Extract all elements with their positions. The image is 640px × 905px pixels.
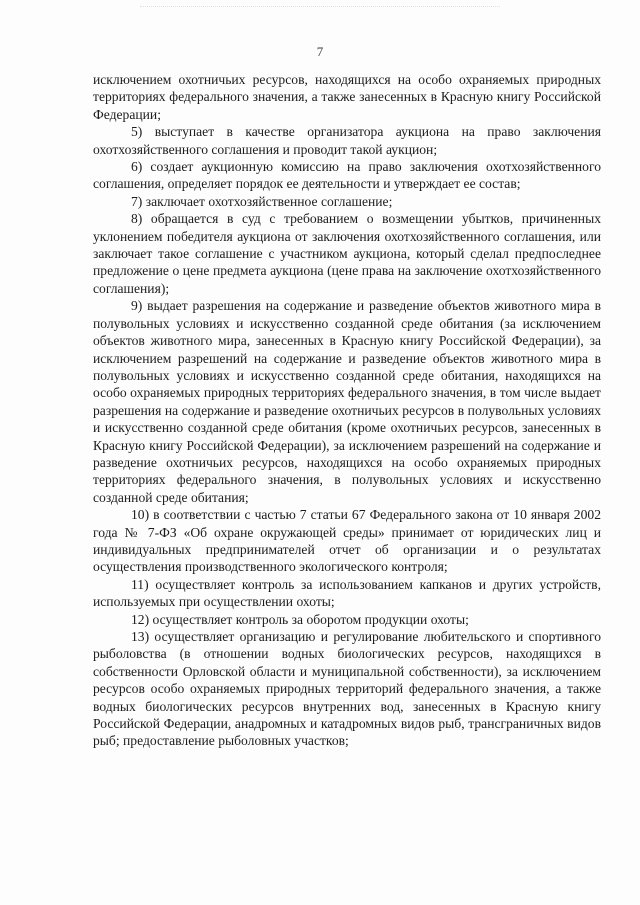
paragraph-item-7: 7) заключает охотхозяйственное соглашение; [131, 193, 393, 209]
paragraph-item-9: 9) выдает разрешения на содержание и разведение объектов животного мира в полувольных условиях и искусственно созданной среде обитания (за исключением объектов животного мира, занесенных в Красную книгу Российской Федерации), за исключением разрешений на содержание и разведение объектов животного мира в полувольных условиях и искусственно созданной среде обитания, находящихся на особо охраняемых природных территориях федерального значения, в том числе выдает разрешения на содержание и разведение охотничьих ресурсов в полувольных условиях и искусственно созданной среде обитания (кроме охотничьих ресурсов, занесенных в Красную книгу Российской Федерации), за исключением разрешений на содержание и разведение охотничьих ресурсов, находящихся на особо охраняемых природных территориях федерального значения, в полувольных условиях и искусственно созданной среде обитания; [93, 298, 601, 505]
paragraph-item-8: 8) обращается в суд с требованием о возмещении убытков, причиненных уклонением победителя аукциона от заключения охотхозяйственного соглашения, или заключает такое соглашение с участником аукциона, который сделал предпоследнее предложение о цене предмета аукциона (цене права на заключение охотхозяйственного соглашения); [93, 211, 601, 296]
paragraph-item-13: 13) осуществляет организацию и регулирование любительского и спортивного рыболовства (в отношении водных биологических ресурсов, находящихся в собственности Орловской области и муниципальной собственности), за исключением ресурсов особо охраняемых природных территорий федерального значения, а также водных биологических ресурсов внутренних вод, занесенных в Красную книгу Российской Федерации, анадромных и катадромных видов рыб, трансграничных видов рыб; предоставление рыболовных участков; [93, 629, 601, 749]
scan-artifact [140, 6, 500, 15]
paragraph-item-6: 6) создает аукционную комиссию на право заключения охотхозяйственного соглашения, определяет порядок ее деятельности и утверждает ее состав; [93, 159, 601, 192]
paragraph-item-10: 10) в соответствии с частью 7 статьи 67 Федерального закона от 10 января 2002 года № 7-ФЗ «Об охране окружающей среды» принимает от юридических лиц и индивидуальных предпринимателей отчет об организации и о результатах осуществления производственного экологического контроля; [93, 507, 601, 575]
paragraph-continuation: исключением охотничьих ресурсов, находящихся на особо охраняемых природных территориях федерального значения, а также занесенных в Красную книгу Российской Федерации; [93, 72, 601, 122]
paragraph-item-11: 11) осуществляет контроль за использованием капканов и других устройств, используемых при осуществлении охоты; [93, 576, 601, 610]
page-number: 7 [316, 44, 324, 59]
document-body [93, 71, 601, 750]
paragraph-item-5: 5) выступает в качестве организатора аукциона на право заключения охотхозяйственного соглашения и проводит такой аукцион; [93, 124, 601, 157]
paragraph-item-12: 12) осуществляет контроль за оборотом продукции охоты; [131, 611, 469, 627]
